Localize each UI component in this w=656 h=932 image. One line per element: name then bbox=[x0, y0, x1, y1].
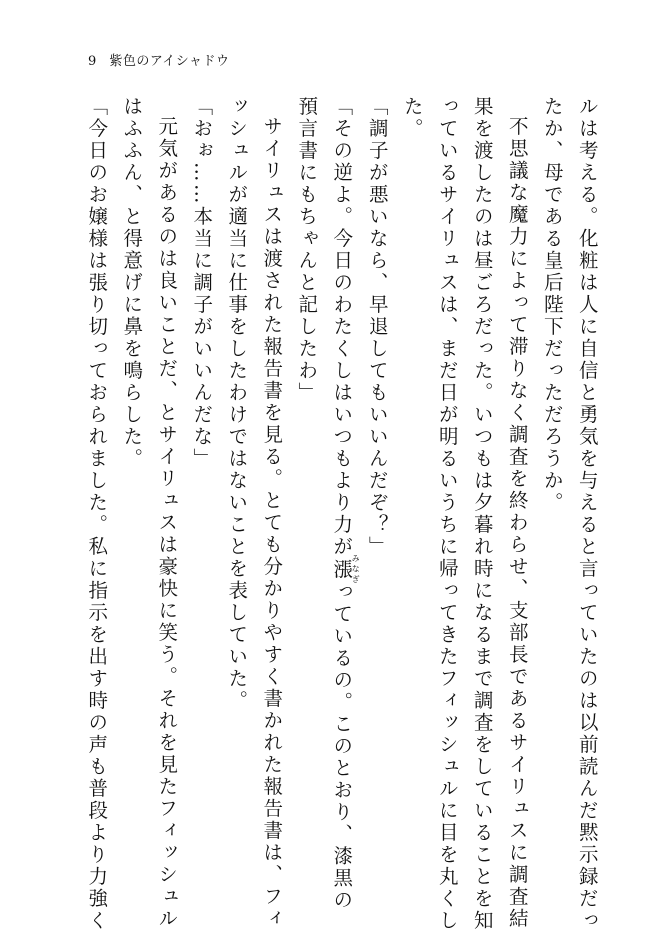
text-line: 「おぉ……本当に調子がいいんだな」 bbox=[190, 96, 214, 470]
text-line: たか、母である皇后陛下だっただろうか。 bbox=[540, 96, 564, 514]
text-line: っているサイリュスは、まだ日が明るいうちに帰ってきたフィッシュルに目を丸くし bbox=[435, 96, 459, 932]
text-line: ッシュルが適当に仕事をしたわけではないことを表していた。 bbox=[225, 96, 249, 712]
text-line: 元気があるのは良いことだ、とサイリュスは豪快に笑う。それを見たフィッシュル bbox=[155, 115, 179, 930]
text-line: 果を渡したのは昼ごろだった。いつもは夕暮れ時になるまで調査をしていることを知 bbox=[470, 96, 494, 932]
text-line bbox=[324, 96, 361, 912]
chapter-title: 紫色のアイシャドウ bbox=[109, 54, 230, 69]
text-segment: 「その逆よ。今日のわたくしはいつもより力が bbox=[330, 96, 354, 558]
ruby-annotation bbox=[330, 554, 361, 586]
text-line: 不思議な魔力によって滞りなく調査を終わらせ、支部長であるサイリュスに調査結 bbox=[505, 115, 529, 930]
text-line: 預言書にもちゃんと記したわ」 bbox=[295, 96, 319, 404]
ruby-reading: みなぎ bbox=[351, 554, 361, 586]
text-line: 「今日のお嬢様は張り切っておられました。私に指示を出す時の声も普段より力強く bbox=[85, 96, 109, 932]
running-header bbox=[88, 50, 230, 69]
text-line: はふふん、と得意げに鼻を鳴らした。 bbox=[120, 96, 144, 470]
text-segment: っているの。このとおり、漆黒の bbox=[330, 581, 354, 912]
vertical-text-body bbox=[79, 96, 605, 932]
text-line: サイリュスは渡された報告書を見る。とても分かりやすく書かれた報告書は、フィ bbox=[260, 115, 284, 930]
text-line: ルは考える。化粧は人に自信と勇気を与えると言っていたのは以前読んだ黙示録だっ bbox=[575, 96, 599, 932]
text-line: た。 bbox=[400, 96, 424, 140]
ruby-base: 漲 bbox=[330, 554, 354, 586]
page-number: 9 bbox=[88, 54, 97, 69]
text-line: 「調子が悪いなら、早退してもいいんだぞ？」 bbox=[365, 96, 389, 558]
